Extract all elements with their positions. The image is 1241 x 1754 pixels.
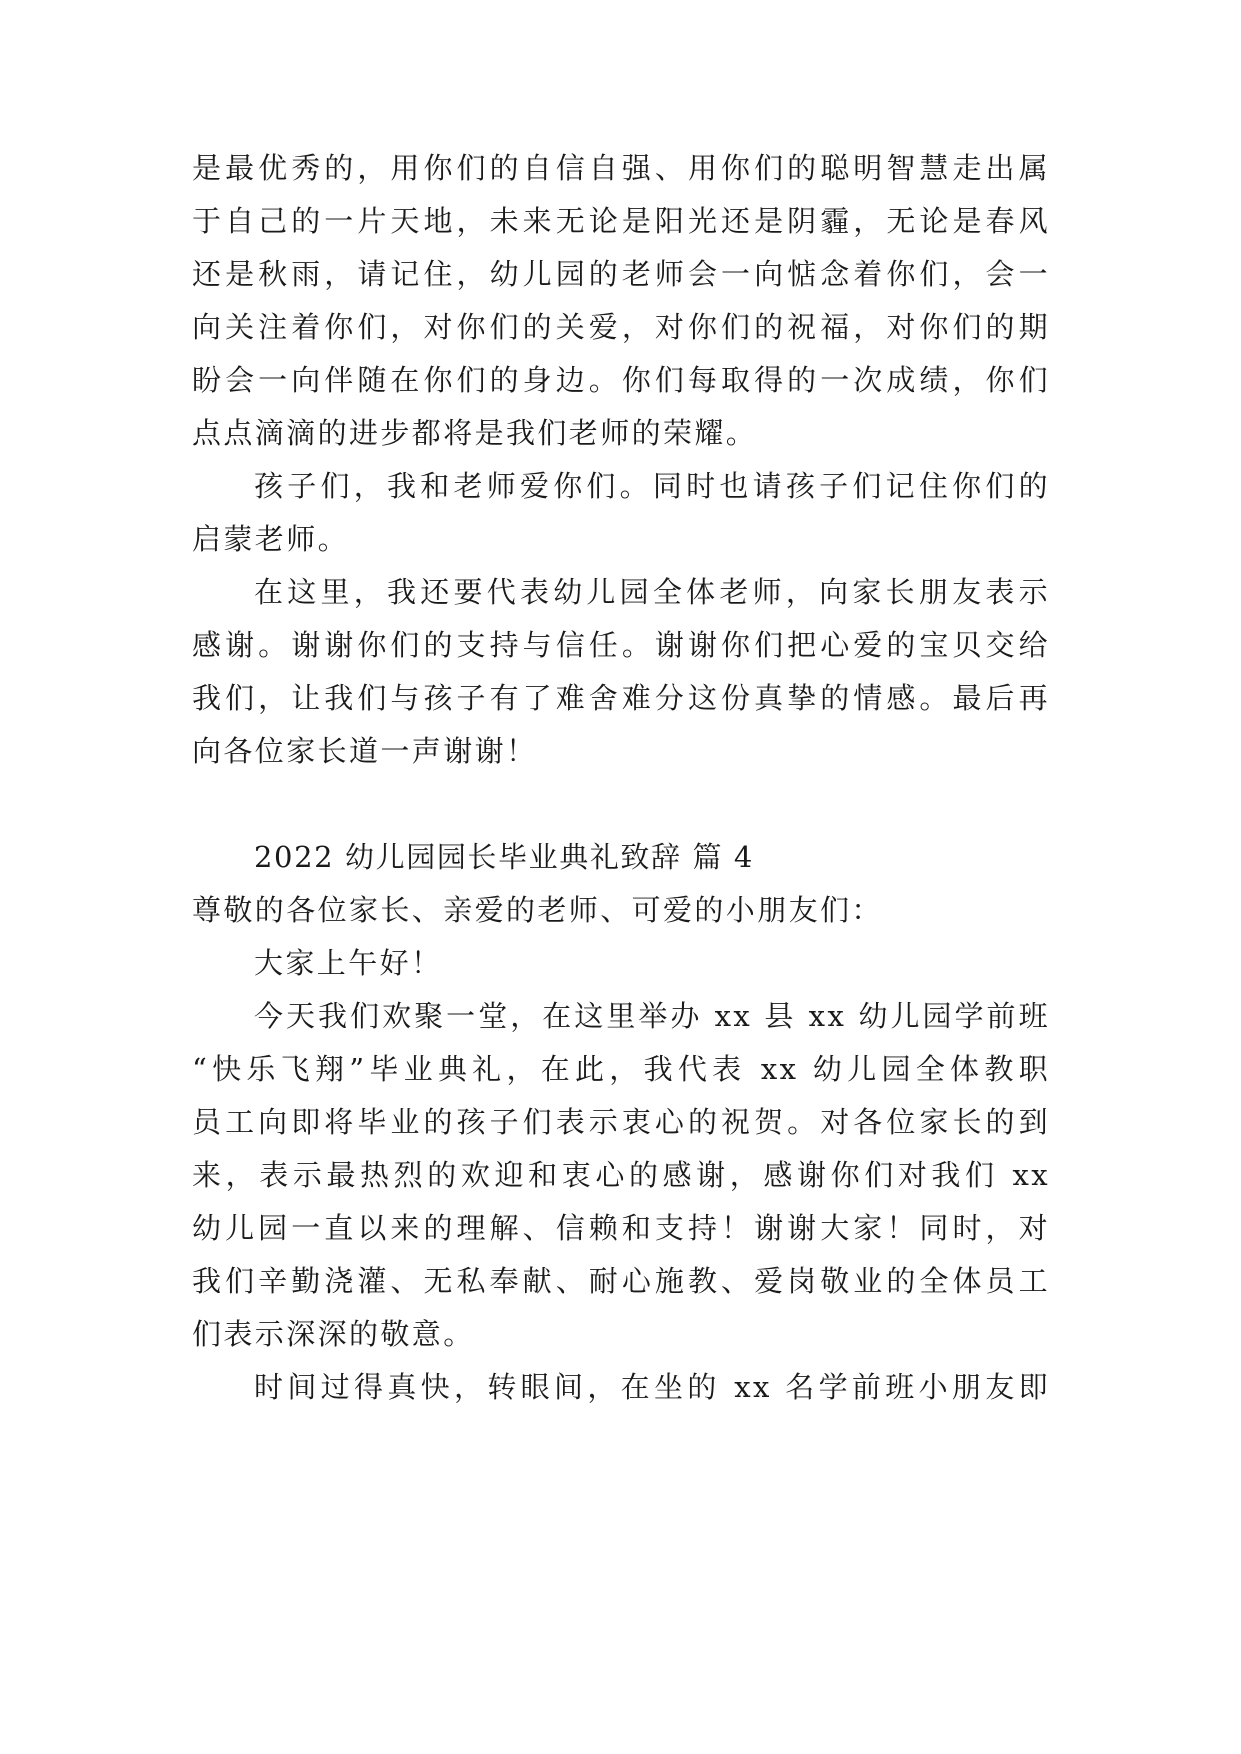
text-line: 向各位家长道一声谢谢！ xyxy=(192,734,538,768)
text-line: 在这里，我还要代表幼儿园全体老师，向家长朋友表示 xyxy=(254,575,1050,609)
text-line: 们表示深深的敬意。 xyxy=(192,1317,475,1351)
text-line: 点点滴滴的进步都将是我们老师的荣耀。 xyxy=(192,416,758,450)
text-line: 来，表示最热烈的欢迎和衷心的感谢，感谢你们对我们 xx xyxy=(192,1158,1050,1192)
text-line: 还是秋雨，请记住，幼儿园的老师会一向惦念着你们，会一 xyxy=(192,257,1050,291)
text-line: 今天我们欢聚一堂，在这里举办 xx 县 xx 幼儿园学前班 xyxy=(254,999,1050,1033)
text-line: 幼儿园一直以来的理解、信赖和支持！谢谢大家！同时，对 xyxy=(192,1211,1050,1245)
text-line: 我们，让我们与孩子有了难舍难分这份真挚的情感。最后再 xyxy=(192,681,1050,715)
text-line: 孩子们，我和老师爱你们。同时也请孩子们记住你们的 xyxy=(254,469,1050,503)
text-line: “快乐飞翔”毕业典礼，在此，我代表 xx 幼儿园全体教职 xyxy=(192,1052,1050,1086)
text-line: 感谢。谢谢你们的支持与信任。谢谢你们把心爱的宝贝交给 xyxy=(192,628,1050,662)
section-heading: 2022 幼儿园园长毕业典礼致辞 篇 4 xyxy=(254,840,754,874)
text-line: 启蒙老师。 xyxy=(192,522,350,556)
text-line: 员工向即将毕业的孩子们表示衷心的祝贺。对各位家长的到 xyxy=(192,1105,1050,1139)
text-line: 时间过得真快，转眼间，在坐的 xx 名学前班小朋友即 xyxy=(254,1370,1050,1404)
text-line: 向关注着你们，对你们的关爱，对你们的祝福，对你们的期 xyxy=(192,310,1050,344)
text-line: 于自己的一片天地，未来无论是阳光还是阴霾，无论是春风 xyxy=(192,204,1050,238)
greeting: 大家上午好！ xyxy=(254,946,443,980)
text-line: 盼会一向伴随在你们的身边。你们每取得的一次成绩，你们 xyxy=(192,363,1050,397)
text-line: 是最优秀的，用你们的自信自强、用你们的聪明智慧走出属 xyxy=(192,151,1050,185)
text-line: 我们辛勤浇灌、无私奉献、耐心施教、爱岗敬业的全体员工 xyxy=(192,1264,1050,1298)
salutation: 尊敬的各位家长、亲爱的老师、可爱的小朋友们： xyxy=(192,893,883,927)
